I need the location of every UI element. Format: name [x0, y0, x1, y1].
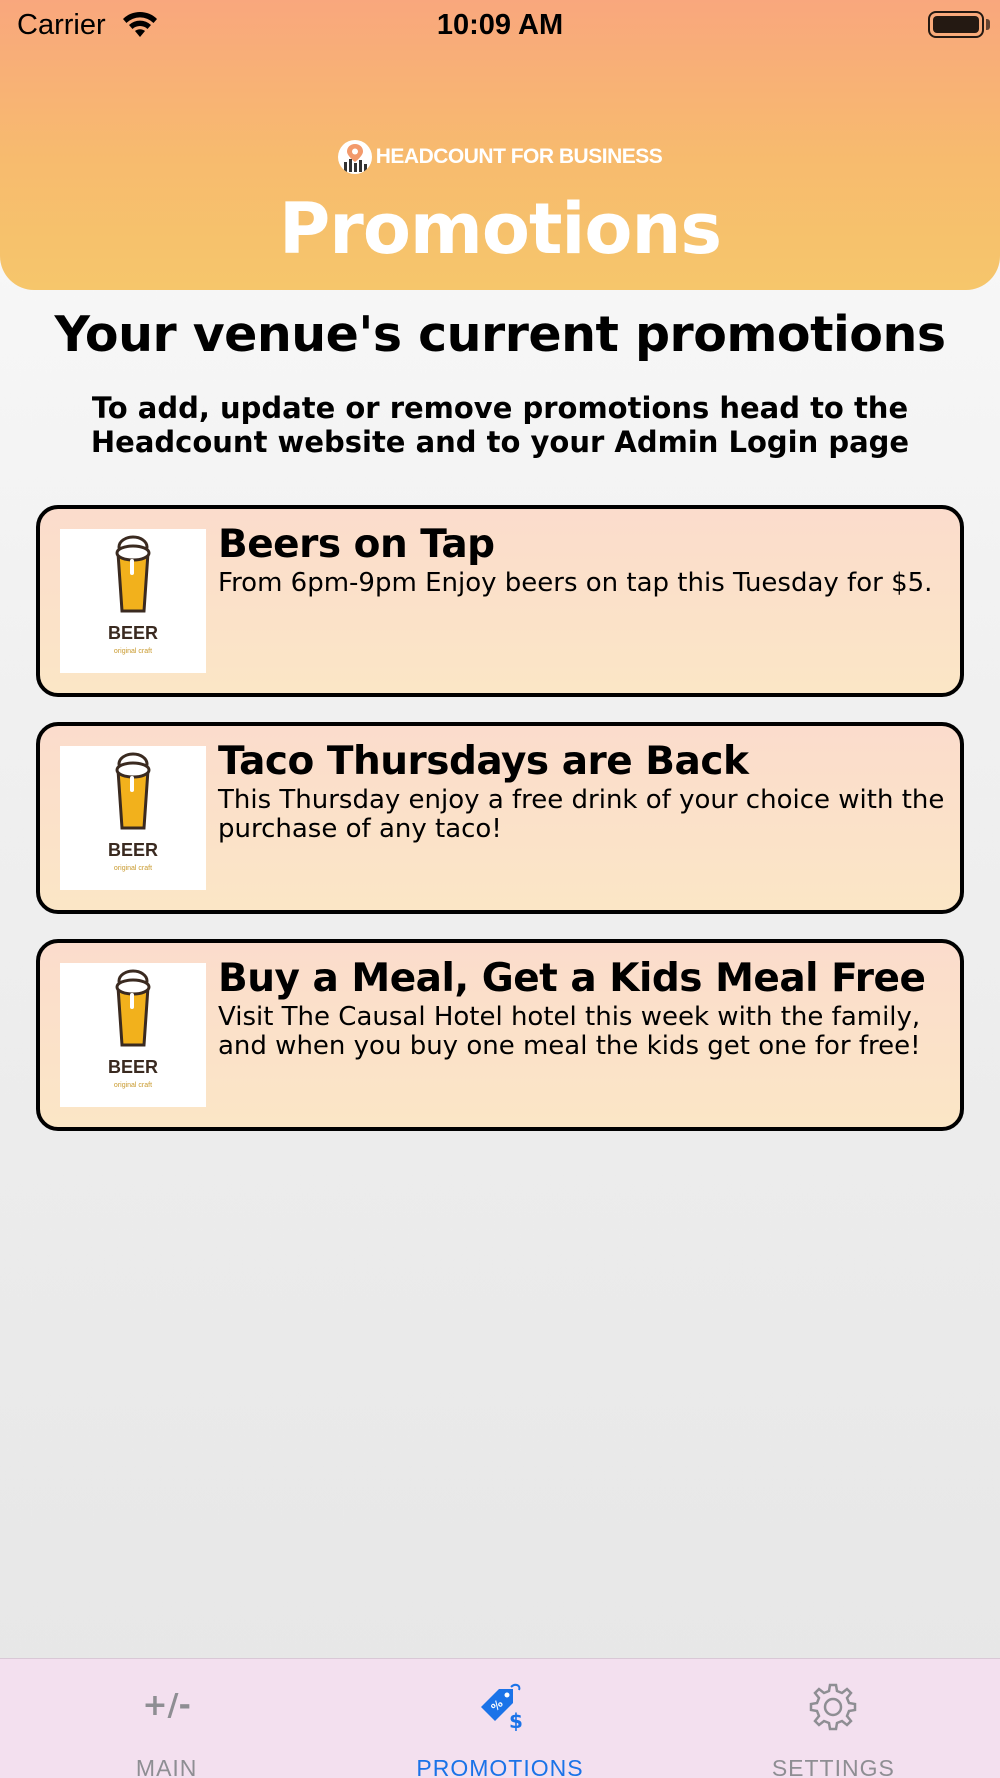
tab-bar: [0, 1658, 1000, 1778]
promotions-list: [36, 505, 964, 1156]
svg-text:%: %: [488, 1697, 506, 1715]
brand: [0, 140, 1000, 174]
svg-text:BEER: BEER: [107, 623, 159, 643]
svg-text:$: $: [508, 1709, 523, 1731]
section-heading: Your venue's current promotions: [54, 306, 946, 363]
tab-label: MAIN: [135, 1755, 198, 1778]
section-subheading: To add, update or remove promotions head to the Headcount website and to your Admin Login page: [90, 391, 910, 459]
tab-label: SETTINGS: [771, 1755, 895, 1778]
plus-minus-icon: +/-: [142, 1688, 191, 1723]
clock: 10:09 AM: [436, 9, 564, 41]
tab-settings[interactable]: [667, 1659, 1000, 1778]
promotion-title: Beers on Tap: [218, 522, 495, 567]
svg-text:BEER: BEER: [107, 840, 159, 860]
price-tag-icon: [475, 1681, 525, 1731]
status-bar: [0, 0, 1000, 52]
brand-name: HEADCOUNT FOR BUSINESS: [375, 145, 663, 168]
gear-icon: [808, 1681, 858, 1731]
beer-image: [60, 529, 206, 673]
promotion-title: Taco Thursdays are Back: [218, 739, 749, 784]
carrier-label: Carrier: [17, 9, 106, 41]
tab-label: PROMOTIONS: [416, 1755, 584, 1778]
beer-image: [60, 963, 206, 1107]
svg-text:BEER: BEER: [107, 1057, 159, 1077]
beer-image: [60, 746, 206, 890]
svg-text:original craft: original craft: [113, 1082, 153, 1089]
svg-text:original craft: original craft: [113, 648, 153, 655]
header: [0, 0, 1000, 290]
battery-icon: [928, 11, 984, 38]
promotion-description: Visit The Causal Hotel hotel this week with the family, and when you buy one meal the kids get one for free!: [218, 1002, 921, 1061]
promotion-card[interactable]: [36, 505, 964, 697]
promotion-description: From 6pm-9pm Enjoy beers on tap this Tuesday for $5.: [218, 568, 933, 598]
tab-promotions[interactable]: [333, 1659, 666, 1778]
battery-cap: [986, 19, 990, 30]
page-title: Promotions: [279, 188, 721, 270]
headcount-logo-icon: [338, 140, 372, 174]
promotion-title: Buy a Meal, Get a Kids Meal Free: [218, 956, 926, 1001]
promotion-card[interactable]: [36, 939, 964, 1131]
svg-text:original craft: original craft: [113, 865, 153, 872]
promotion-card[interactable]: [36, 722, 964, 914]
tab-main[interactable]: [0, 1659, 333, 1778]
promotion-description: This Thursday enjoy a free drink of your choice with the purchase of any taco!: [218, 785, 945, 844]
